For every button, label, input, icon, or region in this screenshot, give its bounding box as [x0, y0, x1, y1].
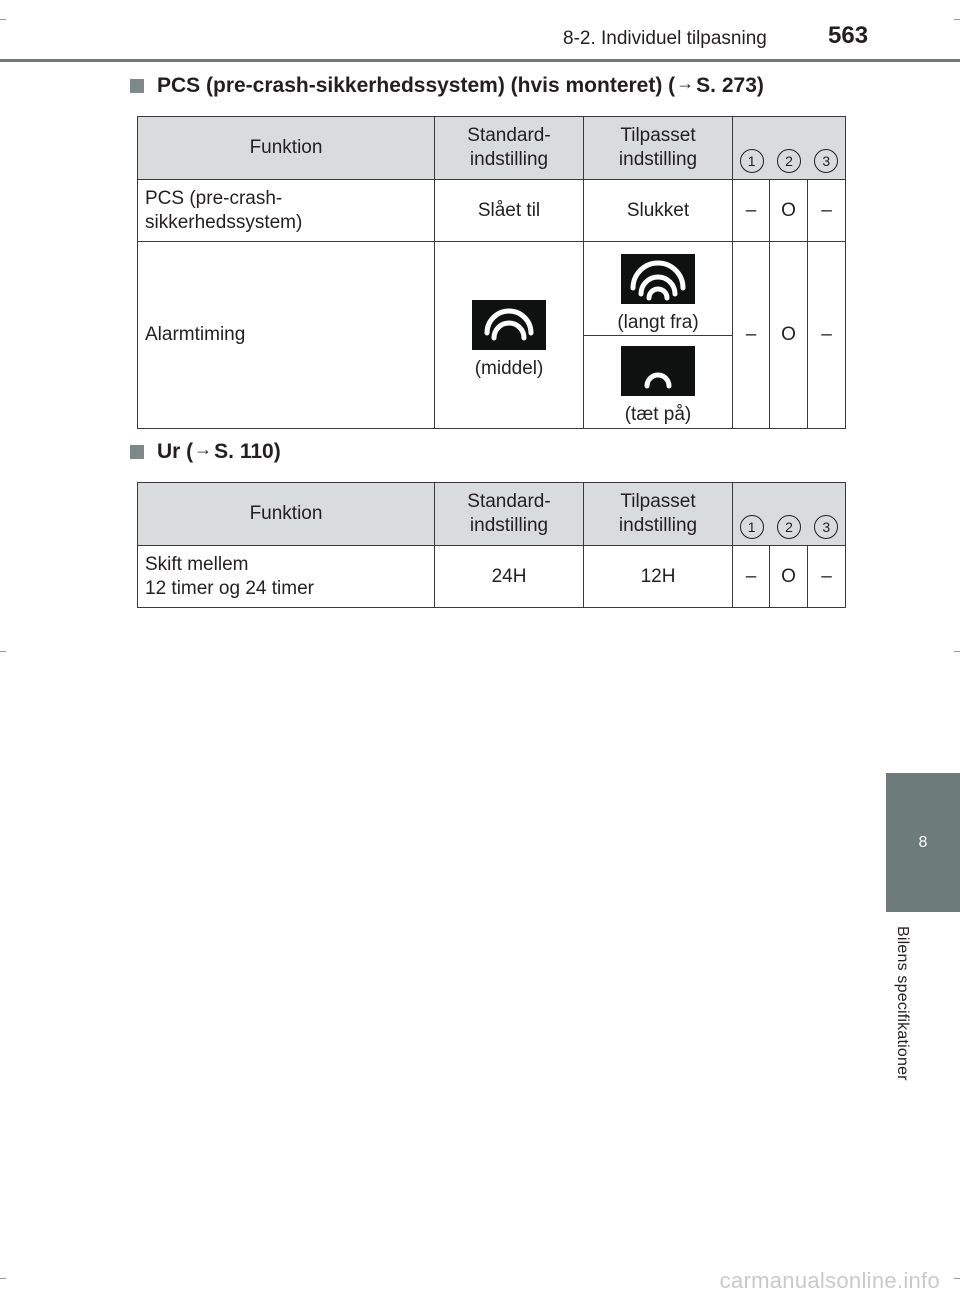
header-custom: Tilpasset indstilling [584, 483, 733, 546]
icon-caption: (middel) [474, 357, 544, 379]
cell-method-3: – [808, 180, 846, 242]
header-circles [733, 483, 846, 546]
cell-custom: Slukket [584, 180, 733, 242]
crop-mark [954, 19, 960, 20]
cell-method-2: O [770, 242, 808, 429]
pcs-alarm-middle-icon [472, 300, 546, 350]
icon-caption: (tæt på) [624, 404, 692, 425]
header-function: Funktion [138, 117, 435, 180]
header-function: Funktion [138, 483, 435, 546]
table-row [138, 546, 846, 608]
cell-method-1: – [733, 180, 770, 242]
cell-method-2: O [770, 546, 808, 608]
crop-mark [0, 651, 6, 652]
header-default: Standard- indstilling [435, 117, 584, 180]
cell-function: PCS (pre-crash- sikkerhedssystem) [138, 180, 435, 242]
section-heading-pcs: PCS (pre-crash-sikkerhedssystem) (hvis monteret) ( → S. 273) [130, 74, 764, 98]
circle-number-2: 2 [777, 149, 801, 173]
table-row [138, 180, 846, 242]
pcs-alarm-near-icon [621, 346, 695, 396]
circle-number-1: 1 [740, 515, 764, 539]
cell-custom [584, 242, 733, 336]
section-heading-clock: Ur ( → S. 110) [130, 440, 281, 464]
cell-default: 24H [435, 546, 584, 608]
clock-settings-table [137, 482, 846, 608]
pcs-settings-table [137, 116, 846, 429]
cell-method-1: – [733, 242, 770, 429]
crop-mark [0, 1278, 6, 1279]
icon-caption: (langt fra) [617, 312, 699, 333]
heading-bullet-icon [130, 445, 144, 459]
pcs-alarm-far-icon [621, 254, 695, 304]
cell-method-1: – [733, 546, 770, 608]
crop-mark [0, 19, 6, 20]
page-reference-link[interactable]: S. 110) [214, 440, 281, 463]
header-circles [733, 117, 846, 180]
circle-number-3: 3 [814, 515, 838, 539]
cell-method-3: – [808, 546, 846, 608]
arrow-icon: → [676, 72, 695, 93]
heading-bullet-icon [130, 79, 144, 93]
cell-function: Alarmtiming [138, 242, 435, 429]
header-default: Standard- indstilling [435, 483, 584, 546]
cell-method-3: – [808, 242, 846, 429]
circle-number-2: 2 [777, 515, 801, 539]
cell-method-2: O [770, 180, 808, 242]
circle-number-3: 3 [814, 149, 838, 173]
chapter-label: Bilens specifikationer [894, 926, 911, 1081]
section-title: 8-2. Individuel tilpasning [563, 28, 767, 49]
crop-mark [954, 651, 960, 652]
arrow-icon: → [194, 438, 213, 459]
cell-custom [584, 336, 733, 429]
header-rule [0, 59, 960, 62]
cell-function: Skift mellem 12 timer og 24 timer [138, 546, 435, 608]
table-row [138, 242, 846, 336]
cell-default: Slået til [435, 180, 584, 242]
circle-number-1: 1 [740, 149, 764, 173]
crop-mark [954, 1278, 960, 1279]
cell-default [435, 242, 584, 429]
cell-custom: 12H [584, 546, 733, 608]
page-number: 563 [828, 22, 869, 49]
page-reference-link[interactable]: S. 273) [696, 74, 764, 97]
header-custom: Tilpasset indstilling [584, 117, 733, 180]
watermark: carmanualsonline.info [719, 1268, 940, 1293]
chapter-tab: 8 [886, 773, 960, 912]
